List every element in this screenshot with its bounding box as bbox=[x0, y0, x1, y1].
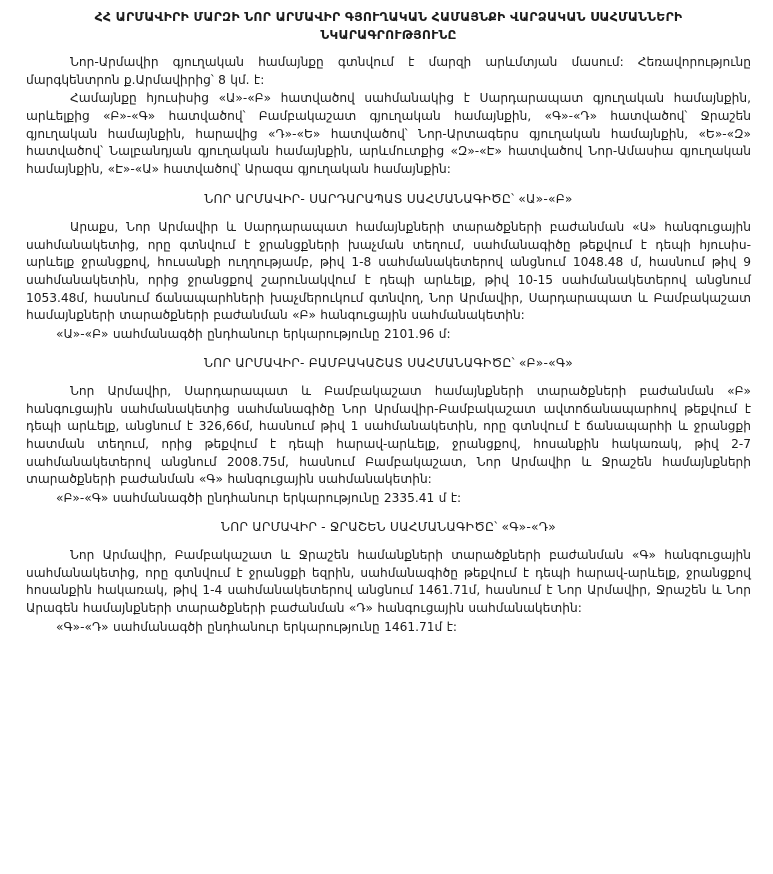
section-heading-g-d: ՆՈՐ ԱՐՄԱՎԻՐ - ՋՐԱՇԵՆ ՍԱՀՄԱՆԱԳԻԾԸ՝ «Գ»-«Դ» bbox=[221, 519, 556, 534]
section-heading-a-b: ՆՈՐ ԱՐՄԱՎԻՐ- ՍԱՐԴԱՐԱՊԱՏ ՍԱՀՄԱՆԱԳԻԾԸ՝ «Ա»-«Բ» bbox=[204, 191, 573, 206]
section-heading-b-g: ՆՈՐ ԱՐՄԱՎԻՐ- ԲԱՄԲԱԿԱՇԱՏ ՍԱՀՄԱՆԱԳԻԾԸ՝ «Բ»-«Գ» bbox=[203, 355, 574, 370]
intro-paragraph-location: Նոր-Արմավիր գյուղական համայնքը գտնվում է մարզի արևմտյան մասում: Հեռավորությունը մարգկենտրոն ք.Արմավիրից՝ 8 կմ. է: bbox=[26, 54, 751, 87]
section-body-g-d: Նոր Արմավիր, Բամբակաշատ և Ջրաշեն համանքների տարածքների բաժանման «Գ» հանգուցային սահմանակետից, որը գտնվում է ջրանցքի եզրին, սահմանագիծը թեքվում է դեպի հարավ-արևելք, ջրանցքով հոսանքին հակառակ, թիվ 1-4 սահմանակետերով անցնում 1461.71մ, հասնում է Նոր Արմավիր, Ջրաշեն և Նոր Արագեն համայնքների տարածքների բաժանման «Դ» հանգուցային սահմանակետին: bbox=[26, 548, 751, 616]
section-body-b-g: Նոր Արմավիր, Սարդարապատ և Բամբակաշատ համայնքների տարածքների բաժանման «Բ» հանգուցային սահմանակետից սահմանագիծը Նոր Արմավիր-Բամբակաշատ ավտոճանապարհով թեքվում է դեպի արևելք, անցնում է 326,66մ, հասնում թիվ 1 սահմանակետին, որը գտնվում է ճանապարհի և ջրանցքի հատման տեղում, որից թեքվում է դեպի հարավ-արևելք, ջրանցքով, հոսանքին հակառակ, թիվ 2-7 սահմանակետերով անցնում 2008.75մ, հասնում Բամբակաշատ, Նոր Արմավիր և Ջրաշեն համայնքների տարածքների բաժանման «Գ» հանգուցային սահմանակետին: bbox=[26, 384, 751, 487]
intro-paragraph-neighbors: Համայնքը հյուսիսից «Ա»-«Բ» հատվածով սահմանակից է Սարդարապատ գյուղական համայնքին, արևելքից «Բ»-«Գ» հատվածով՝ Բամբակաշատ գյուղական համայնքին, «Գ»-«Դ» հատվածով՝ Ջրաշեն գյուղական համայնքին, հարավից «Դ»-«Ե» հատվածով՝ Նոր-Արտագերս գյուղական համայնքին, «Ե»-«Զ» հատվածով՝ Նալբանդյան գյուղական համայնքին, արևմուտքից «Զ»-«Է» հատվածով Նոր-Ամասիա գյուղական համայնքին, «Է»-«Ա» հատվածով՝ Արազա գյուղական համայնքին: bbox=[26, 91, 751, 177]
page-title: ՀՀ ԱՐՄԱՎԻՐԻ ՄԱՐԶԻ ՆՈՐ ԱՐՄԱՎԻՐ ԳՅՈՒՂԱԿԱՆ ՀԱՄԱՅՆՔԻ ՎԱՐՁԱԿԱՆ ՍԱՀՄԱՆՆԵՐԻ ՆԿԱՐԱԳՐՈՒԹՅՈՒՆԸ bbox=[94, 9, 683, 42]
section-summary-a-b: «Ա»-«Բ» սահմանագծի ընդհանուր երկարությունը 2101.96 մ: bbox=[56, 327, 451, 342]
section-body-a-b: Արաքս, Նոր Արմավիր և Սարդարապատ համայնքների տարածքների բաժանման «Ա» հանգուցային սահմանակետից, որը գտնվում է ջրանցքների խաչման տեղում, սահմանագիծը թեքվում է դեպի հյուսիս-արևելք ջրանցքով, հուսանքի ուղղությամբ, թիվ 1-8 սահմանակետերով անցնում 1048.48 մ, հասնում թիվ 9 սահմանակետին, որից ջրանցքով շարունակվում է դեպի արևելք, թիվ 10-15 սահմանակետերով անցնում 1053.48մ, հասնում ճանապարհների խաչմերուկում գտնվող, Նոր Արմավիր, Սարդարապատ և Բամբակաշատ համայնքների տարածքների բաժանման «Բ» հանգուցային սահմանակետին: bbox=[26, 219, 751, 323]
section-summary-g-d: «Գ»-«Դ» սահմանագծի ընդհանուր երկարությունը 1461.71մ է: bbox=[56, 619, 457, 634]
section-summary-b-g: «Բ»-«Գ» սահմանագծի ընդհանուր երկարությունը 2335.41 մ է: bbox=[56, 491, 462, 506]
